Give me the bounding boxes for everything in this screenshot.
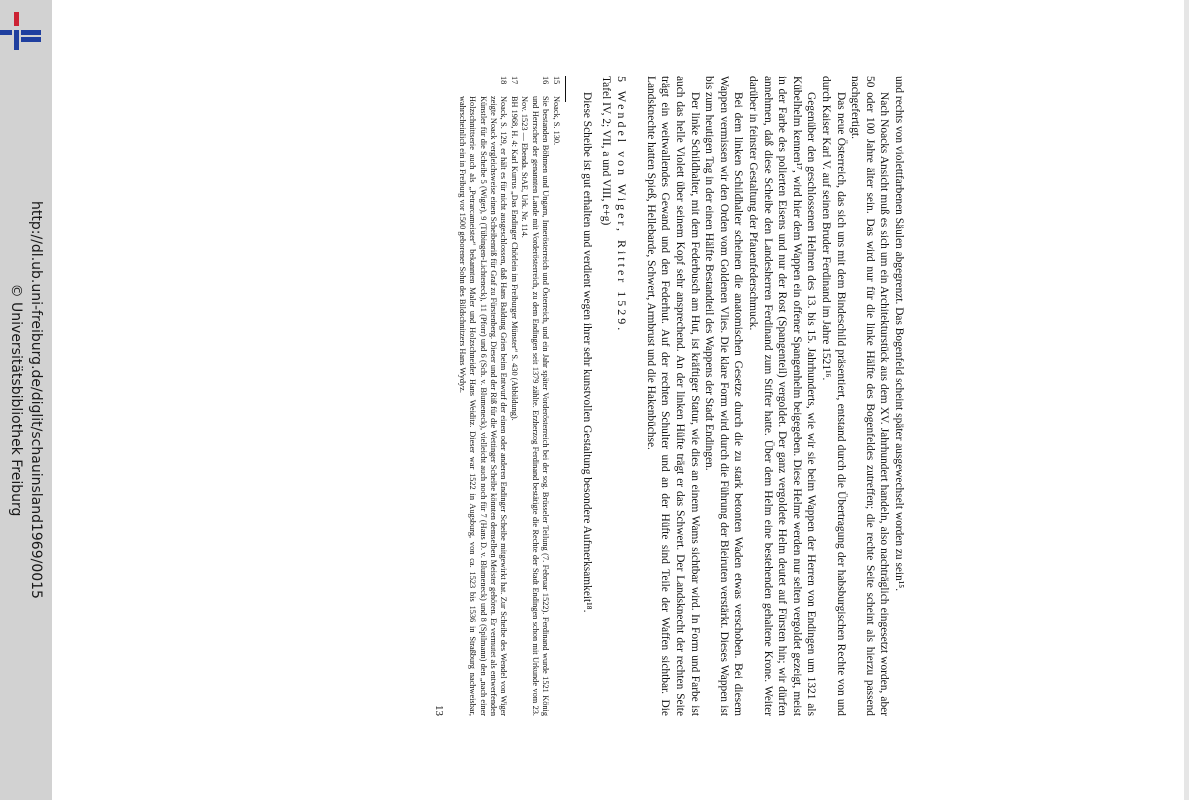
footnote-number: 17 — [509, 76, 519, 85]
plate-reference: Tafel IV, 2; VII, a und VIII, e+g) — [599, 76, 612, 226]
paragraph: Diese Scheibe ist gut erhalten und verdient wegen ihrer sehr kunstvollen Gestaltung besondere Aufmerksamkeit¹⁸. — [581, 92, 594, 613]
footnote — [509, 76, 519, 716]
footnote-number: 16 — [541, 76, 551, 85]
footnote-text: Sie bestanden Böhmen und Ungarn, Innerösterreich und Österreich, und ein Jahr später Vorderösterreich bei der sog. Brüsseler Teilung (7. Februar 1522). Ferdinand wurde 1521 König und Herrscher der genannten Lande mit Vorderösterreich, zu dem Endingen seit 1379 zählte. Erzherzog Ferdinand bestätigte die Rechte der Stadt Endingen schon mit Urkunde vom 23. Nov. 1523 — Ebenda. StAE, Urk. Nr. 114. — [520, 96, 551, 716]
footnote — [456, 76, 508, 716]
source-url[interactable]: http://dl.ub.uni-freiburg.de/diglit/schauinsland1969/0015 — [28, 201, 44, 599]
paragraph: Der linke Schildhalter, mit dem Federbusch am Hut, ist kräftiger Statur, wie dies an einem Wams sichtbar wird. In Form und Farbe ist auch das helle Violett über seinem Kopf sehr ansprechend. An der linken Hüfte trägt er das Schwert. Der Landsknecht der rechten Seite trägt ein weitwallendes Gewand und den Federhut. Auf der rechten Schulter und an der Hüfte sind Teile der Waffen sichtbar. Die Landsknechte hatten Spieß, Hellebarde, Schwert, Armbrust und die Hakenbüchse. — [644, 76, 701, 716]
paragraph: Bei dem linken Schildhalter scheinen die anatomischen Gesetze durch die zu stark betonten Waden etwas verschoben. Bei diesem Wappen vermissen wir den Orden vom Goldenen Vlies. Die klare Form wird durch die Führung der Bleiruten verstärkt. Dieses Wappen ist bis zum heutigen Tag in der einen Hälfte Bestandteil des Wappens der Stadt Endingen. — [703, 76, 745, 716]
footnote-number: 18 — [499, 76, 509, 85]
section-heading: 5 Wendel von Wiger, Ritter 1529. — [615, 76, 630, 334]
paragraph: Nach Noacks Ansicht muß es sich um ein Architekturstück aus dem XV. Jahrhundert handeln, also nachträglich eingesetzt worden, aber 50 oder 100 Jahre älter sein. Das wird nur für die linke Hälfte des Bogenfeldes zutreffen; die rechte Seite scheint als hierzu passend nachgefertigt. — [849, 76, 891, 716]
paragraph: und rechts von violettfarbenen Säulen abgegrenzt. Das Bogenfeld scheint später ausgewechselt worden zu sein¹⁵. — [893, 76, 905, 592]
scanned-page — [346, 76, 906, 716]
copyright-notice: © Universitätsbibliothek Freiburg — [8, 283, 24, 517]
footnote-text: Noack, S. 129, er hält es für nicht ausgeschlossen, daß Hans Baldung Grien beim Entwurf der einen oder anderen Endinger Scheibe mitgewirkt hat. Zur Scheibe des Wendel von Wiger zeigte Noack vergleichsweise einen Scheibenriß für Graf zu Fürstenberg. Dieser und der Riß für die Wettinger Scheibe könnten demselben Meister gehören. Er vermutet als entwerfenden Künstler für die Scheibe 5 (Wiger), 9 (Tübingen-Lichteneck), 11 (Pforr) und 6 (Sch. v. Blumeneck), vielleicht auch noch für 7 (Hans D. v. Blumeneck) und 8 (Spilmann) den „nach einer Holzschnittserie auch als „Petrarcameister“ bekannten Maler und Holzschneider Hans Weiditz. Dieser war 1522 in Augsburg, von ca. 1523 bis 1536 in Straßburg nachweisbar, wahrscheinlich ein in Freiburg vor 1500 geborener Sohn des Bildschnitzers Hans Wydyz. — [457, 96, 509, 716]
paragraph: Das neue Österreich, das sich uns mit dem Bindeschild präsentiert, entstand durch die Übertragung der habsburgischen Rechte von und durch Kaiser Karl V. auf seinen Bruder Ferdinand im Jahre 1521¹⁶. — [820, 76, 847, 716]
footnotes — [456, 76, 560, 716]
footnote-number: 15 — [551, 76, 561, 85]
paragraph: Gegenüber den geschlossenen Helmen des 13. bis 15. Jahrhunderts, wie wir sie beim Wappen der Herren von Endingen um 1321 als Kübelhelm kennen¹⁷, wird hier dem Wappen ein offener Spangenhelm beigegeben. Diese Helme werden nur selten vergoldet gezeigt, meist in der Farbe des polierten Eisens und nur der Rost (Spangenteil) vergoldet. Der ganz vergoldete Helm deutet auf Fürsten hin; wir dürfen annehmen, daß diese Scheibe den Landesherren Ferdinand zum Stifter hatte. Über dem Helm eine bestehenden gehaltene Krone. Weiter darüber in feinster Gestaltung der Pfauenfederschmuck. — [747, 76, 818, 716]
source-info — [6, 201, 46, 599]
page-number: 13 — [433, 705, 446, 716]
footnote-text: BH 1968, H. 4: Karl Kurrus „Das Endinger Chörlein im Freiburger Münster“ S. 430 (Abbildung). — [509, 96, 519, 421]
viewer-sidebar — [0, 0, 52, 800]
footnote-divider — [565, 76, 566, 102]
footnote-text: Noack, S. 130. — [551, 96, 561, 146]
footnote — [519, 76, 550, 716]
footnote — [550, 76, 560, 716]
ub-freiburg-logo-icon[interactable] — [0, 6, 44, 50]
scrollbar[interactable] — [1184, 0, 1189, 800]
